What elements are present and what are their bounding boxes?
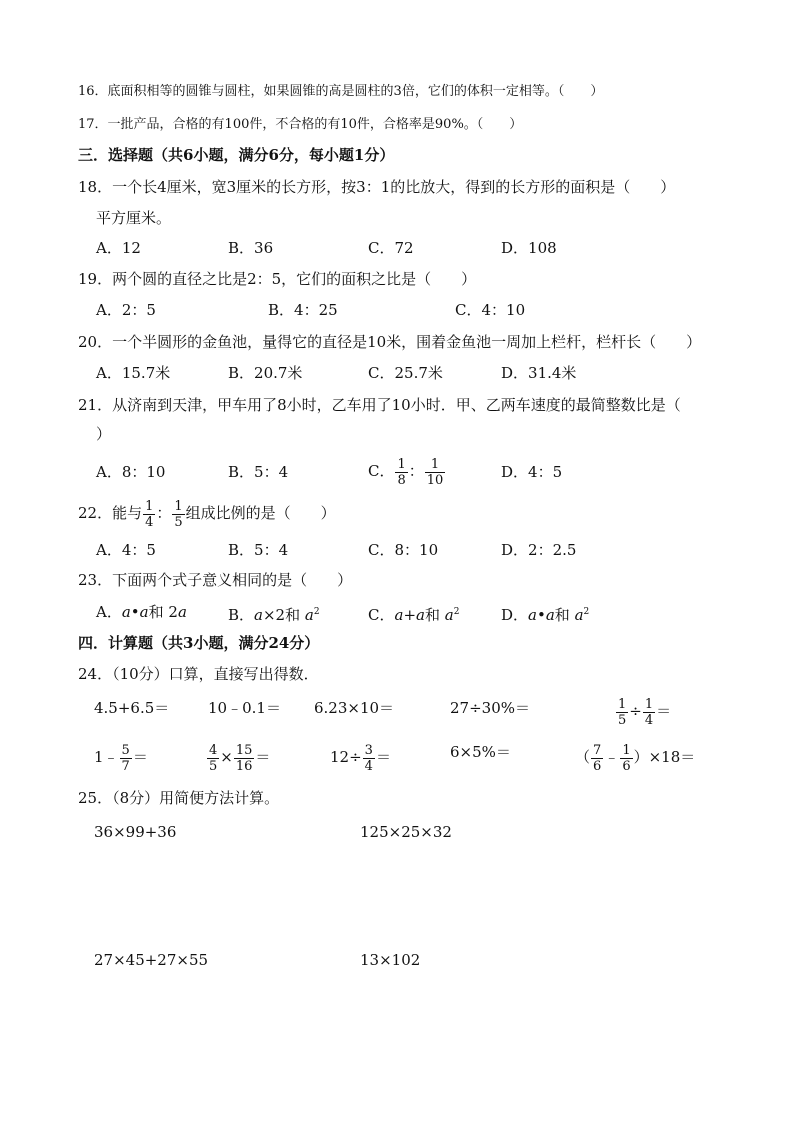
q25-expr-2: 125×25×32 [360,823,452,841]
question-18-stem: 18．一个长4厘米，宽3厘米的长方形，按3：1的比放大，得到的长方形的面积是（ ） [78,178,676,196]
q24-expr-9: 6×5%＝ [450,743,511,761]
q23-option-c [368,602,459,625]
exponent: 2 [453,607,460,617]
q21-option-c-label: C． [368,462,395,480]
ratio-sign: ： [156,504,172,522]
q20-option-d: D．31.4米 [501,364,577,382]
q21-option-c [368,452,446,490]
exponent: 2 [313,607,320,617]
denominator: 10 [426,472,444,488]
variable-a: a [177,603,187,621]
question-17: 17．一批产品，合格的有100件，不合格的有10件，合格率是90%。（ ） [78,117,523,132]
numerator: 1 [618,696,627,712]
variable-a: a [139,603,149,621]
q20-option-b: B．20.7米 [228,364,303,382]
fraction [143,499,155,530]
fraction [616,697,628,728]
option-label: D． [501,606,529,624]
numerator: 1 [145,498,154,514]
q19-option-a: A．2：5 [96,301,156,319]
q21-option-b: B．5：4 [228,463,289,481]
expr-prefix: 1﹣ [94,748,119,766]
numerator: 1 [425,457,446,473]
denominator: 7 [121,758,130,774]
question-20-stem: 20．一个半圆形的金鱼池，量得它的直径是10米，围着金鱼池一周加上栏杆，栏杆长（ ） [78,333,702,351]
q23-option-a [96,602,187,622]
variable-a: a [574,606,584,624]
option-label: A． [96,603,122,621]
fraction [643,697,655,728]
question-21-stem-cont: ） [96,425,112,443]
q22-option-b: B．5：4 [228,541,289,559]
denominator: 6 [593,758,602,774]
fraction [234,743,255,774]
q18-option-d: D．108 [501,239,557,257]
times-sign: × [220,748,233,766]
numerator: 5 [121,742,130,758]
fraction [620,743,632,774]
q24-expr-6 [94,738,148,776]
section-3-heading: 三．选择题（共6小题，满分6分，每小题1分） [78,146,395,164]
variable-a: a [416,606,425,624]
q19-option-c: C．4：10 [455,301,526,319]
fraction [425,457,446,488]
times-two-and: ×2和 [262,606,301,624]
q22-prefix: 22．能与 [78,504,143,522]
question-25-stem: 25．（8分）用简便方法计算。 [78,789,280,807]
exponent: 2 [583,607,590,617]
q25-expr-1: 36×99+36 [94,823,177,841]
ratio-sign: ： [408,462,424,480]
fraction [207,743,219,774]
question-23-stem: 23．下面两个式子意义相同的是（ ） [78,571,353,589]
variable-a: a [528,606,537,624]
question-19-stem: 19．两个圆的直径之比是2：5，它们的面积之比是（ ） [78,270,477,288]
question-22-stem [78,494,336,532]
variable-a: a [254,606,263,624]
fraction [395,457,407,488]
denominator: 4 [644,712,654,728]
fraction [363,743,375,774]
q24-expr-1: 4.5+6.5＝ [94,699,170,717]
fraction [172,499,184,530]
numerator: 3 [364,742,373,758]
denominator: 5 [174,514,183,530]
close-paren-times: ）×18＝ [633,748,696,766]
denominator: 16 [235,758,253,774]
numerator: 7 [593,742,602,758]
q20-option-c: C．25.7米 [368,364,443,382]
q24-expr-5 [615,692,671,730]
plus-sign: + [403,606,417,624]
equals-sign: ＝ [255,748,271,766]
denominator: 8 [397,472,406,488]
question-16: 16．底面积相等的圆锥与圆柱，如果圆锥的高是圆柱的3倍，它们的体积一定相等。（ ） [78,84,604,99]
q21-option-a: A．8：10 [96,463,166,481]
q24-expr-2: 10﹣0.1＝ [208,699,281,717]
and-word: 和 [424,606,440,624]
q23-option-b [228,602,320,625]
q18-option-a: A．12 [96,239,141,257]
minus-sign: ﹣ [604,748,620,766]
expr-prefix: 12÷ [330,748,362,766]
denominator: 4 [364,758,373,774]
q22-option-c: C．8：10 [368,541,439,559]
numerator: 1 [397,456,406,472]
variable-a: a [394,606,404,624]
q22-option-a: A．4：5 [96,541,156,559]
numerator: 4 [209,742,218,758]
option-label: C． [368,606,395,624]
and-word: 和 [554,606,570,624]
open-paren: （ [575,748,591,766]
q20-option-a: A．15.7米 [96,364,171,382]
variable-a: a [121,603,131,621]
fraction [591,743,603,774]
fraction [120,743,132,774]
numerator: 1 [174,498,183,514]
denominator: 5 [618,712,627,728]
q24-expr-4: 27÷30%＝ [450,699,530,717]
q19-option-b: B．4：25 [268,301,338,319]
numerator: 15 [235,742,253,758]
question-24-stem: 24．（10分）口算，直接写出得数． [78,665,319,683]
q21-option-d: D．4：5 [501,463,563,481]
dot-sign: • [130,603,140,621]
q24-expr-8 [330,738,391,776]
numerator: 1 [644,696,654,712]
section-4-heading: 四．计算题（共3小题，满分24分） [78,634,320,652]
denominator: 4 [145,514,154,530]
denominator: 5 [209,758,218,774]
q22-option-d: D．2：2.5 [501,541,577,559]
q23-option-d [501,602,589,625]
question-21-stem: 21．从济南到天津，甲车用了8小时，乙车用了10小时．甲、乙两车速度的最简整数比是（ [78,396,681,414]
q18-option-b: B．36 [228,239,274,257]
option-label: B． [228,606,255,624]
variable-a: a [304,606,314,624]
q24-expr-3: 6.23×10＝ [314,699,395,717]
q22-suffix: 组成比例的是（ ） [185,504,336,522]
denominator: 6 [622,758,631,774]
q18-option-c: C．72 [368,239,414,257]
and-word: 和 [148,603,164,621]
variable-a: a [545,606,555,624]
coefficient: 2 [168,603,178,621]
question-18-stem-cont: 平方厘米。 [96,209,172,227]
q24-expr-10 [575,738,695,776]
divide-sign: ÷ [629,702,642,720]
equals-sign: ＝ [375,748,391,766]
q25-expr-3: 27×45+27×55 [94,951,209,969]
q24-expr-7 [206,738,270,776]
q25-expr-4: 13×102 [360,951,421,969]
numerator: 1 [622,742,631,758]
equals-sign: ＝ [656,702,672,720]
equals-sign: ＝ [132,748,148,766]
dot-sign: • [536,606,546,624]
variable-a: a [444,606,454,624]
